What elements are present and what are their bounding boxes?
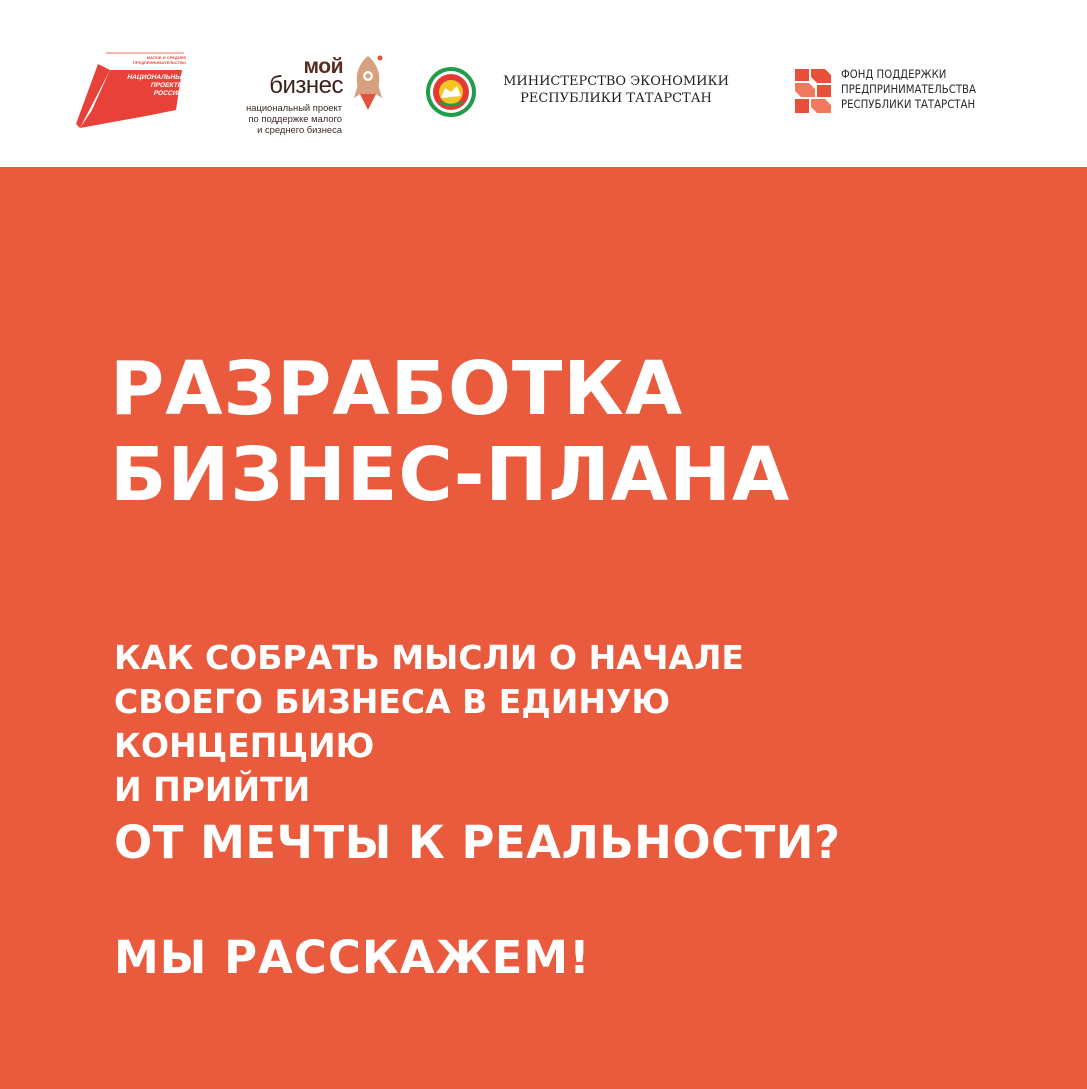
ministry-name: МИНИСТЕРСТВО ЭКОНОМИКИ РЕСПУБЛИКИ ТАТАРСТАН: [503, 74, 729, 106]
rocket-icon: [350, 54, 386, 112]
national-projects-title: НАЦИОНАЛЬНЫЕ ПРОЕКТЫ РОССИИ: [126, 74, 187, 97]
moy-biznes-word-biznes: бизнес: [269, 72, 343, 99]
moy-biznes-logo: [238, 52, 388, 142]
national-projects-logo: [76, 52, 187, 130]
page-title: РАЗРАБОТКА БИЗНЕС-ПЛАНА: [110, 346, 791, 518]
fund-name: ФОНД ПОДДЕРЖКИ ПРЕДПРИНИМАТЕЛЬСТВА РЕСПУБЛИКИ ТАТАРСТАН: [841, 68, 976, 111]
national-projects-small-text: МАЛОЕ И СРЕДНЕЕ ПРЕДПРИНИМАТЕЛЬСТВО: [132, 55, 186, 65]
highlight-text: ОТ МЕЧТЫ К РЕАЛЬНОСТИ?: [114, 816, 841, 869]
subtitle-line: КАК СОБРАТЬ МЫСЛИ О НАЧАЛЕ: [114, 638, 744, 677]
logo-header: [0, 0, 1087, 167]
moy-biznes-subtitle: национальный проект по поддержке малого и среднего бизнеса: [246, 102, 342, 135]
moy-biznes-word-moy: мой: [303, 55, 343, 78]
subtitle-line: КОНЦЕПЦИЮ: [114, 726, 375, 765]
subtitle-line: СВОЕГО БИЗНЕСА В ЕДИНУЮ: [114, 682, 671, 721]
tatarstan-emblem-icon: [425, 66, 477, 118]
call-to-action-text: МЫ РАССКАЖЕМ!: [114, 931, 591, 984]
subtitle-block: [114, 636, 1074, 874]
subtitle-line: И ПРИЙТИ: [114, 770, 311, 809]
fund-logo-icon: [793, 67, 833, 117]
